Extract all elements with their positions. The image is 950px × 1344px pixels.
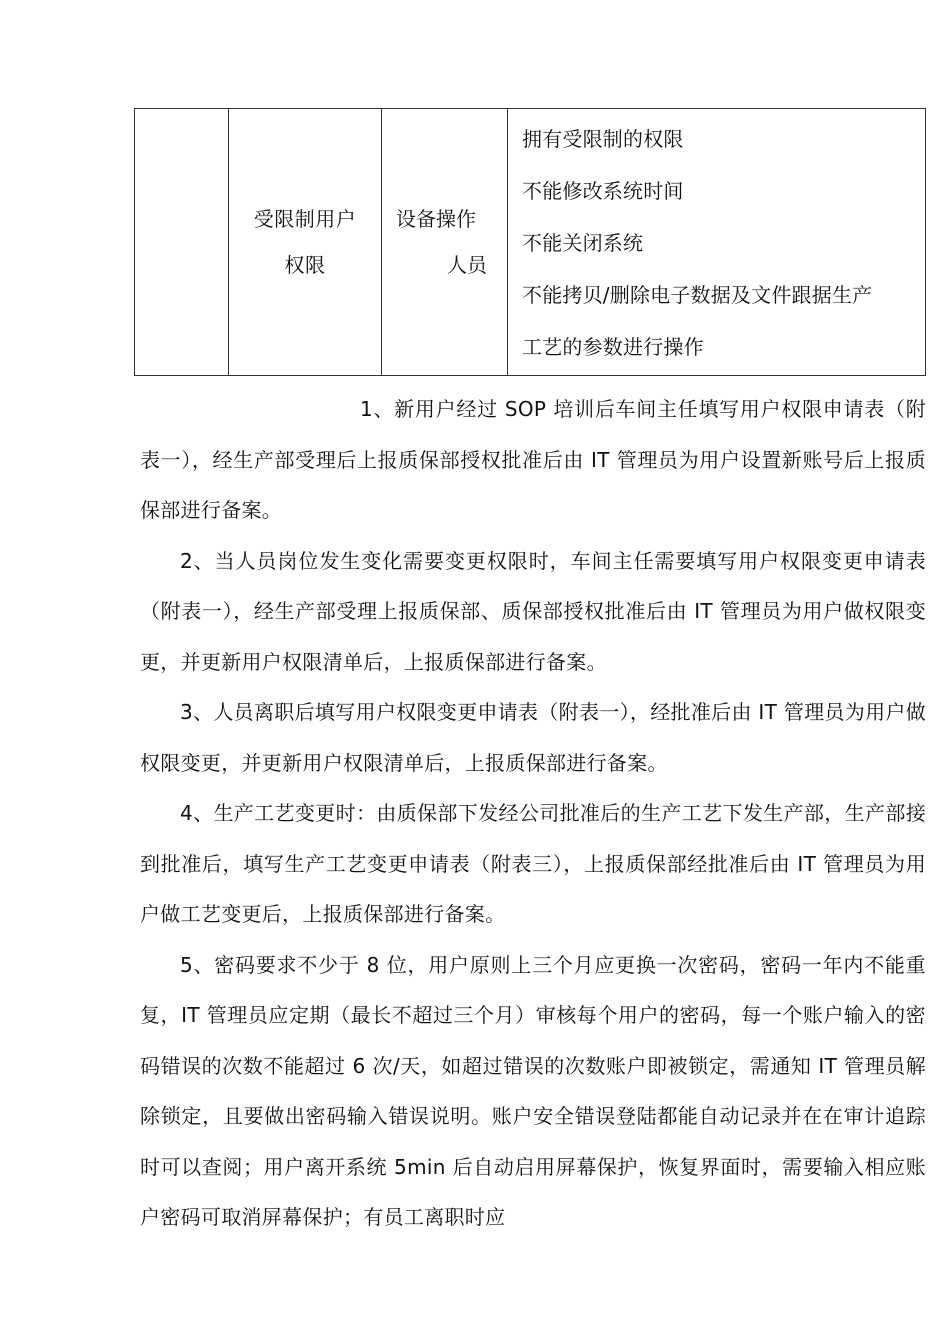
permission-item: 不能修改系统时间 (522, 179, 684, 203)
role-holder-line: 人员 (447, 253, 487, 277)
permission-item: 拥有受限制的权限 (522, 127, 684, 151)
role-name-line: 受限制用户 (253, 207, 357, 231)
permission-item: 不能关闭系统 (522, 231, 644, 255)
permissions-cell (508, 109, 926, 376)
role-name-cell (229, 109, 382, 376)
role-holder-cell (382, 109, 508, 376)
paragraph-4: 4、生产工艺变更时：由质保部下发经公司批准后的生产工艺下发生产部，生产部接到批准后，填写生产工艺变更申请表（附表三），上报质保部经批准后由 IT 管理员为用户做工艺变更后，上报质保部进行备案。 (140, 801, 926, 926)
permission-table (134, 108, 926, 376)
paragraph-1: 1、新用户经过 SOP 培训后车间主任填写用户权限申请表（附表一），经生产部受理后上报质保部授权批准后由 IT 管理员为用户设置新账号后上报质保部进行备案。 (140, 397, 926, 522)
paragraph-2: 2、当人员岗位发生变化需要变更权限时，车间主任需要填写用户权限变更申请表（附表一），经生产部受理上报质保部、质保部授权批准后由 IT 管理员为用户做权限变更，并更新用户权限清单后，上报质保部进行备案。 (140, 548, 926, 674)
table-row (135, 109, 926, 376)
table-cell-empty (135, 109, 229, 376)
role-holder-line: 设备操作 (396, 207, 476, 231)
permission-item: 不能拷贝/删除电子数据及文件跟据生产 (522, 283, 873, 307)
body-text (140, 384, 926, 1243)
role-name-line: 权限 (284, 253, 326, 277)
paragraph-5: 5、密码要求不少于 8 位，用户原则上三个月应更换一次密码，密码一年内不能重复，IT 管理员应定期（最长不超过三个月）审核每个用户的密码，每一个账户输入的密码错误的次数不能超过 6 次/天，如超过错误的次数账户即被锁定，需通知 IT 管理员解除锁定，且要做出密码输入错误说明。账户安全错误登陆都能自动记录并在在审计追踪时可以查阅；用户离开系统 5min 后自动启用屏幕保护，恢复界面时，需要输入相应账户密码可取消屏幕保护；有员工离职时应 (140, 952, 926, 1229)
paragraph-3: 3、人员离职后填写用户权限变更申请表（附表一），经批准后由 IT 管理员为用户做权限变更，并更新用户权限清单后，上报质保部进行备案。 (140, 700, 926, 775)
permission-item: 工艺的参数进行操作 (522, 335, 704, 359)
